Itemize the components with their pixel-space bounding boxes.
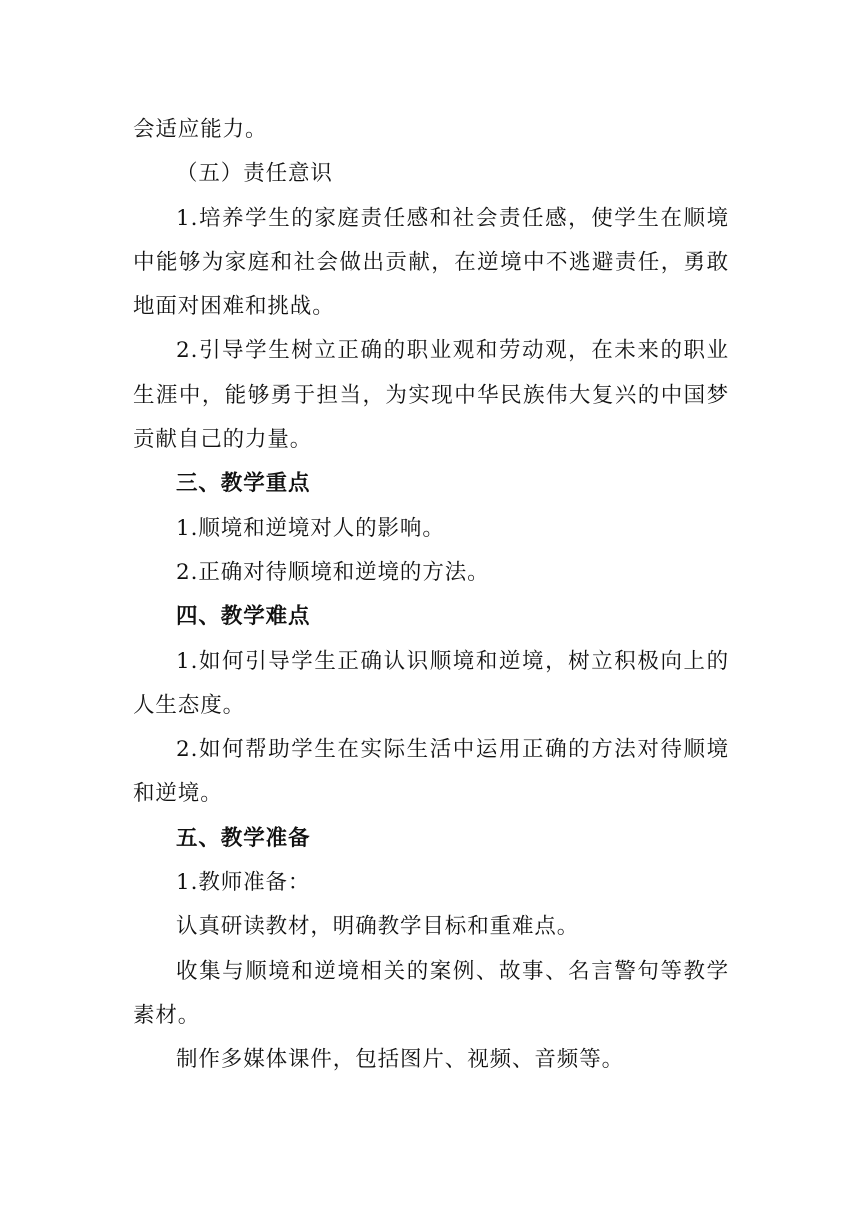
document-body [133,108,729,1083]
paragraph-study-materials: 认真研读教材，明确教学目标和重难点。 [176,914,580,940]
heading-teaching-preparation: 五、教学准备 [176,825,311,851]
paragraph-make-courseware: 制作多媒体课件，包括图片、视频、音频等。 [176,1047,625,1073]
paragraph-collect-materials: 收集与顺境和逆境相关的案例、故事、名言警句等教学素材。 [133,958,729,1028]
heading-teaching-difficulty: 四、教学难点 [176,604,311,630]
paragraph-difficulty-1: 1.如何引导学生正确认识顺境和逆境，树立积极向上的人生态度。 [133,648,729,718]
paragraph-responsibility-1: 1.培养学生的家庭责任感和社会责任感，使学生在顺境中能够为家庭和社会做出贡献，在逆境中不逃避责任，勇敢地面对困难和挑战。 [133,205,729,320]
paragraph-teacher-preparation: 1.教师准备： [176,870,311,896]
paragraph-focus-2: 2.正确对待顺境和逆境的方法。 [176,559,490,585]
paragraph-continuation: 会适应能力。 [133,117,268,142]
paragraph-focus-1: 1.顺境和逆境对人的影响。 [176,515,445,541]
paragraph-responsibility-2: 2.引导学生树立正确的职业观和劳动观，在未来的职业生涯中，能够勇于担当，为实现中华民族伟大复兴的中国梦贡献自己的力量。 [133,338,729,453]
subheading-responsibility: （五）责任意识 [176,161,333,187]
heading-teaching-focus: 三、教学重点 [176,471,311,497]
paragraph-difficulty-2: 2.如何帮助学生在实际生活中运用正确的方法对待顺境和逆境。 [133,737,729,807]
